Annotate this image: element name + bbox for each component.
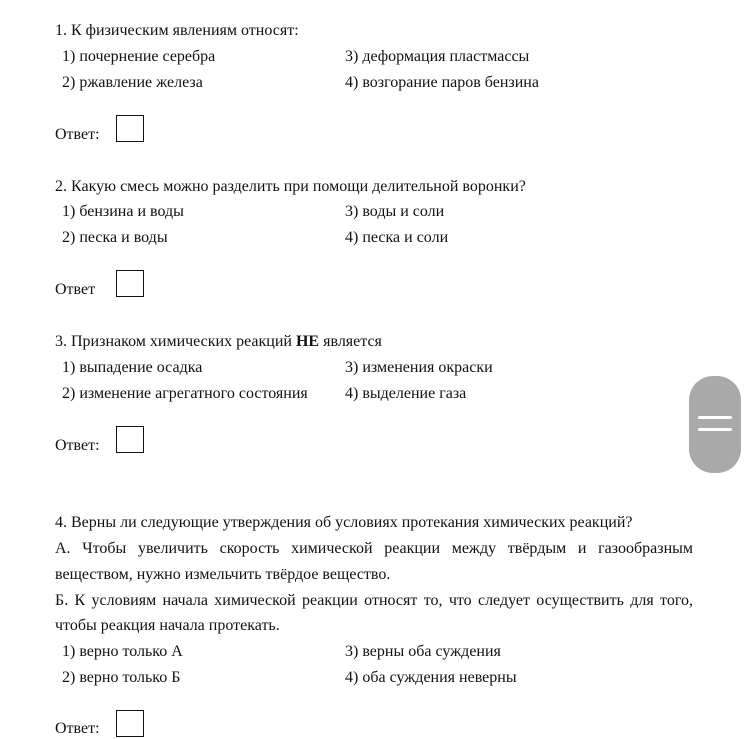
question-4-option-4: 4) оба суждения неверны	[345, 669, 517, 686]
question-2-option-2: 2) песка и воды	[62, 229, 168, 246]
scroll-handle[interactable]	[689, 376, 741, 473]
question-3-option-3: 3) изменения окраски	[345, 359, 493, 376]
question-4-title: 4. Верны ли следующие утверждения об условиях протекания химических реакций?	[55, 514, 633, 531]
question-2-option-3: 3) воды и соли	[345, 203, 445, 220]
question-2-answer-box[interactable]	[116, 270, 144, 297]
question-1-title: 1. К физическим явлениям относят:	[55, 22, 299, 39]
question-1-option-2: 2) ржавление железа	[62, 74, 203, 91]
question-2-option-1: 1) бензина и воды	[62, 203, 184, 220]
question-1-option-1: 1) почернение серебра	[62, 48, 216, 65]
question-1-option-3: 3) деформация пластмассы	[345, 48, 530, 65]
question-1-answer-box[interactable]	[116, 115, 144, 142]
question-3-option-2: 2) изменение агрегатного состояния	[62, 385, 308, 402]
question-4-answer-label: Ответ:	[55, 720, 100, 737]
question-3-title	[55, 332, 382, 352]
question-4-option-3: 3) верны оба суждения	[345, 643, 501, 660]
question-4-option-2: 2) верно только Б	[62, 669, 181, 686]
question-3-option-1: 1) выпадение осадка	[62, 359, 203, 376]
question-1-answer-label: Ответ:	[55, 126, 100, 143]
question-2-answer-label: Ответ	[55, 281, 96, 298]
question-4-statement-a-line-2: веществом, нужно измельчить твёрдое вещество.	[55, 566, 391, 583]
question-3-answer-box[interactable]	[116, 426, 144, 453]
question-1-option-4: 4) возгорание паров бензина	[345, 74, 539, 91]
question-4-statement-a-line-1: А. Чтобы увеличить скорость химической реакции между твёрдым и газообразным	[55, 540, 693, 557]
question-3-answer-label: Ответ:	[55, 437, 100, 454]
question-4-statement-b-line-2: чтобы реакция начала протекать.	[55, 617, 280, 634]
question-2-option-4: 4) песка и соли	[345, 229, 449, 246]
question-4-statement-b-line-1: Б. К условиям начала химической реакции относят то, что следует осуществить для того,	[55, 592, 693, 609]
question-3-title-bold: НЕ	[295, 333, 320, 350]
question-3-option-4: 4) выделение газа	[345, 385, 467, 402]
question-2-title: 2. Какую смесь можно разделить при помощи делительной воронки?	[55, 178, 526, 195]
question-4-answer-box[interactable]	[116, 710, 144, 737]
question-4-option-1: 1) верно только А	[62, 643, 183, 660]
question-3-title-suffix: является	[319, 333, 382, 350]
question-3-title-prefix: 3. Признаком химических реакций	[55, 333, 296, 350]
